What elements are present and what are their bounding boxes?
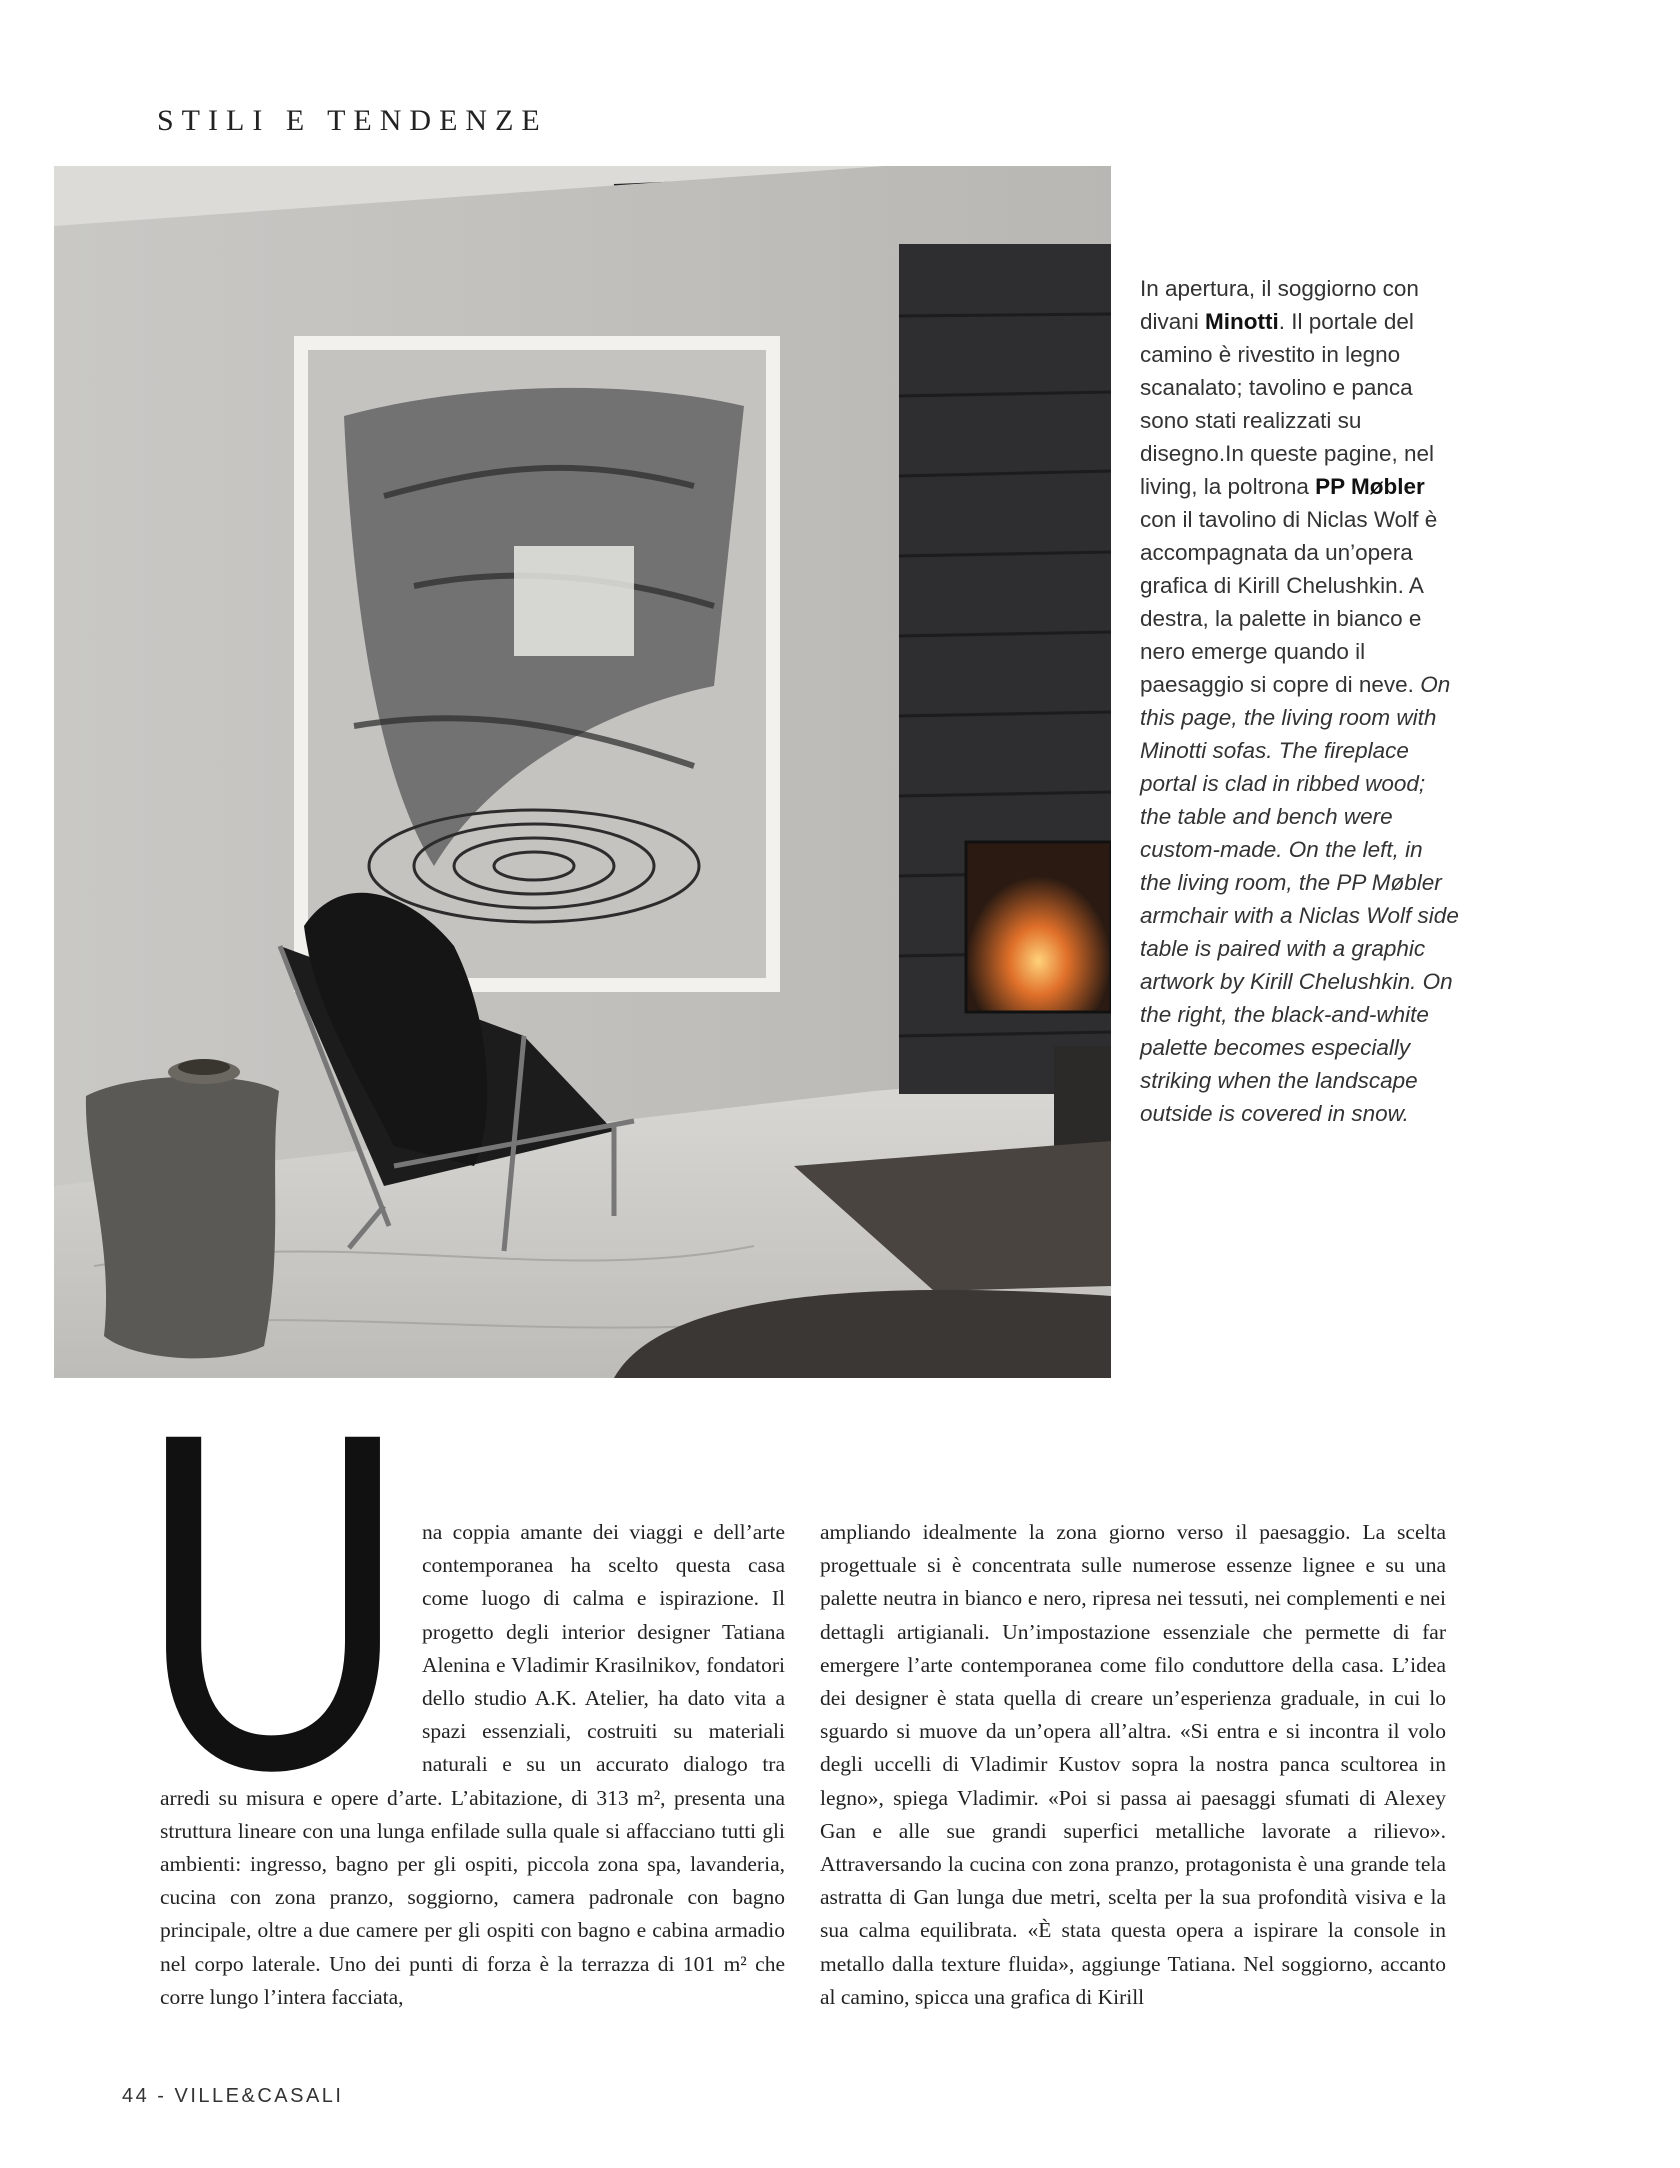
section-title: STILI E TENDENZE bbox=[157, 104, 548, 137]
caption-italian: In apertura, il soggiorno con divani Minotti. Il portale del camino è rivestito in legno scanalato; tavolino e panca sono stati realizzati su disegno.In queste pagine, nel living, la poltrona PP Møbler con il tavolino di Niclas Wolf è accompagnata da un’opera grafica di Kirill Chelushkin. A destra, la palette in bianco e nero emerge quando il paesaggio si copre di neve. bbox=[1140, 276, 1438, 697]
living-room-photo bbox=[54, 166, 1111, 1378]
brand-minotti: Minotti bbox=[1205, 309, 1279, 334]
photo-illustration bbox=[54, 166, 1111, 1378]
article-column-2: ampliando idealmente la zona giorno verso il paesaggio. La scelta progettuale si è concentrata sulle numerose essenze lignee e su una palette neutra in bianco e nero, ripresa nei tessuti, nei complementi e nei dettagli artigianali. Un’impostazione essenziale che permette di far emergere l’arte contemporanea come filo conduttore della casa. L’idea dei designer è stata quella di creare un’esperienza graduale, in cui lo sguardo si muove da un’opera all’altra. «Si entra e si incontra il volo degli uccelli di Vladimir Kustov sopra la nostra panca scultorea in legno», spiega Vladimir. «Poi si passa ai paesaggi sfumati di Alexey Gan e alle sue grandi superfici metalliche lavorate a rilievo». Attraversando la cucina con zona pranzo, protagonista è una grande tela astratta di Gan lunga due metri, scelta per la sua profondità visiva e la sua calma equilibrata. «È stata questa opera a ispirare la console in metallo dalla texture fluida», aggiunge Tatiana. Nel soggiorno, accanto al camino, spicca una grafica di Kirill bbox=[820, 1520, 1446, 2009]
brand-pp-mobler: PP Møbler bbox=[1315, 474, 1425, 499]
page-folio: 44 - VILLE&CASALI bbox=[122, 2085, 344, 2107]
photo-caption bbox=[1140, 272, 1460, 1130]
dropcap-space bbox=[160, 1516, 422, 1781]
article-column-1: na coppia amante dei viaggi e dell’arte contemporanea ha scelto questa casa come luogo di calma e ispirazione. Il progetto degli interior designer Tatiana Alenina e Vladimir Krasilnikov, fondatori dello studio A.K. Atelier, ha dato vita a spazi essenziali, costruiti su materiali naturali e su un accurato dialogo tra arredi su misura e opere d’arte. L’abitazione, di 313 m², presenta una struttura lineare con una lunga enfilade sulla quale si affacciano tutti gli ambienti: ingresso, bagno per gli ospiti, piccola zona spa, lavanderia, cucina con zona pranzo, soggiorno, camera padronale con bagno principale, oltre a due camere per gli ospiti con bagno e cabina armadio nel corpo laterale. Uno dei punti di forza è la terrazza di 101 m² che corre lungo l’intera facciata, bbox=[160, 1516, 785, 2014]
svg-text:U: U bbox=[137, 1425, 409, 1775]
caption-english: On this page, the living room with Minotti sofas. The fireplace portal is clad in ribbed wood; the table and bench were custom-made. On the left, in the living room, the PP Møbler armchair with a Niclas Wolf side table is paired with a graphic artwork by Kirill Chelushkin. On the right, the black-and-white palette becomes especially striking when the landscape outside is covered in snow. bbox=[1140, 672, 1459, 1126]
